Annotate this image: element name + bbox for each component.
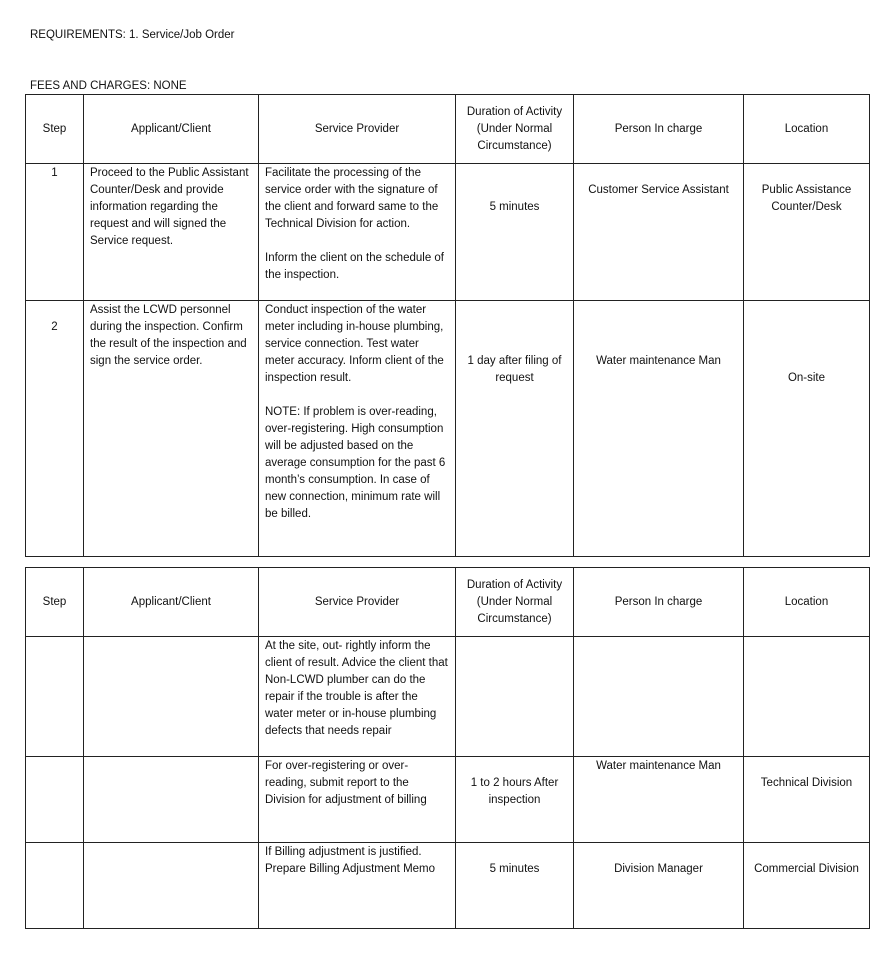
person-cell bbox=[574, 637, 744, 757]
location-cell: Public Assistance Counter/Desk bbox=[744, 164, 870, 301]
table-row bbox=[26, 637, 870, 757]
header-applicant: Applicant/Client bbox=[84, 568, 259, 637]
table-header-row bbox=[26, 568, 870, 637]
table-row bbox=[26, 301, 870, 557]
duration-cell: 1 day after filing of request bbox=[456, 301, 574, 557]
header-provider: Service Provider bbox=[259, 568, 456, 637]
provider-cell: If Billing adjustment is justified. Prepare Billing Adjustment Memo bbox=[259, 843, 456, 929]
applicant-cell: Assist the LCWD personnel during the inspection. Confirm the result of the inspection and sign the service order. bbox=[84, 301, 259, 557]
provider-cell: Conduct inspection of the water meter including in-house plumbing, service connection. Test water meter accuracy. Inform client of the inspection result. NOTE: If problem is over-reading, over-registering. High consumption will be adjusted based on the average consumption for the past 6 month’s consumption. In case of new connection, minimum rate will be billed. bbox=[259, 301, 456, 557]
header-location: Location bbox=[744, 568, 870, 637]
procedure-table-1 bbox=[25, 94, 870, 557]
header-person: Person In charge bbox=[574, 568, 744, 637]
table-row bbox=[26, 757, 870, 843]
table-header-row bbox=[26, 95, 870, 164]
applicant-cell bbox=[84, 637, 259, 757]
header-person: Person In charge bbox=[574, 95, 744, 164]
location-cell: On-site bbox=[744, 301, 870, 557]
duration-cell: 5 minutes bbox=[456, 164, 574, 301]
step-cell: 2 bbox=[26, 301, 84, 557]
provider-cell: Facilitate the processing of the service order with the signature of the client and forward same to the Technical Division for action. Inform the client on the schedule of the inspection. bbox=[259, 164, 456, 301]
header-duration: Duration of Activity (Under Normal Circumstance) bbox=[456, 95, 574, 164]
person-cell: Water maintenance Man bbox=[574, 757, 744, 843]
person-cell: Division Manager bbox=[574, 843, 744, 929]
step-cell bbox=[26, 637, 84, 757]
provider-cell: For over-registering or over-reading, submit report to the Division for adjustment of billing bbox=[259, 757, 456, 843]
applicant-cell bbox=[84, 757, 259, 843]
person-cell: Water maintenance Man bbox=[574, 301, 744, 557]
step-cell bbox=[26, 843, 84, 929]
applicant-cell bbox=[84, 843, 259, 929]
header-duration: Duration of Activity (Under Normal Circumstance) bbox=[456, 568, 574, 637]
location-cell: Commercial Division bbox=[744, 843, 870, 929]
step-cell: 1 bbox=[26, 164, 84, 301]
header-step: Step bbox=[26, 568, 84, 637]
location-cell bbox=[744, 637, 870, 757]
header-applicant: Applicant/Client bbox=[84, 95, 259, 164]
person-cell: Customer Service Assistant bbox=[574, 164, 744, 301]
requirements-line: REQUIREMENTS: 1. Service/Job Order bbox=[30, 29, 235, 41]
duration-cell: 1 to 2 hours After inspection bbox=[456, 757, 574, 843]
applicant-cell: Proceed to the Public Assistant Counter/Desk and provide information regarding the request and will signed the Service request. bbox=[84, 164, 259, 301]
header-step: Step bbox=[26, 95, 84, 164]
step-cell bbox=[26, 757, 84, 843]
duration-cell: 5 minutes bbox=[456, 843, 574, 929]
table-row bbox=[26, 164, 870, 301]
fees-line: FEES AND CHARGES: NONE bbox=[30, 80, 187, 92]
table-row bbox=[26, 843, 870, 929]
location-cell: Technical Division bbox=[744, 757, 870, 843]
provider-cell: At the site, out- rightly inform the client of result. Advice the client that Non-LCWD plumber can do the repair if the trouble is after the water meter or in-house plumbing defects that needs repair bbox=[259, 637, 456, 757]
header-location: Location bbox=[744, 95, 870, 164]
header-provider: Service Provider bbox=[259, 95, 456, 164]
duration-cell bbox=[456, 637, 574, 757]
procedure-table-2 bbox=[25, 567, 870, 929]
